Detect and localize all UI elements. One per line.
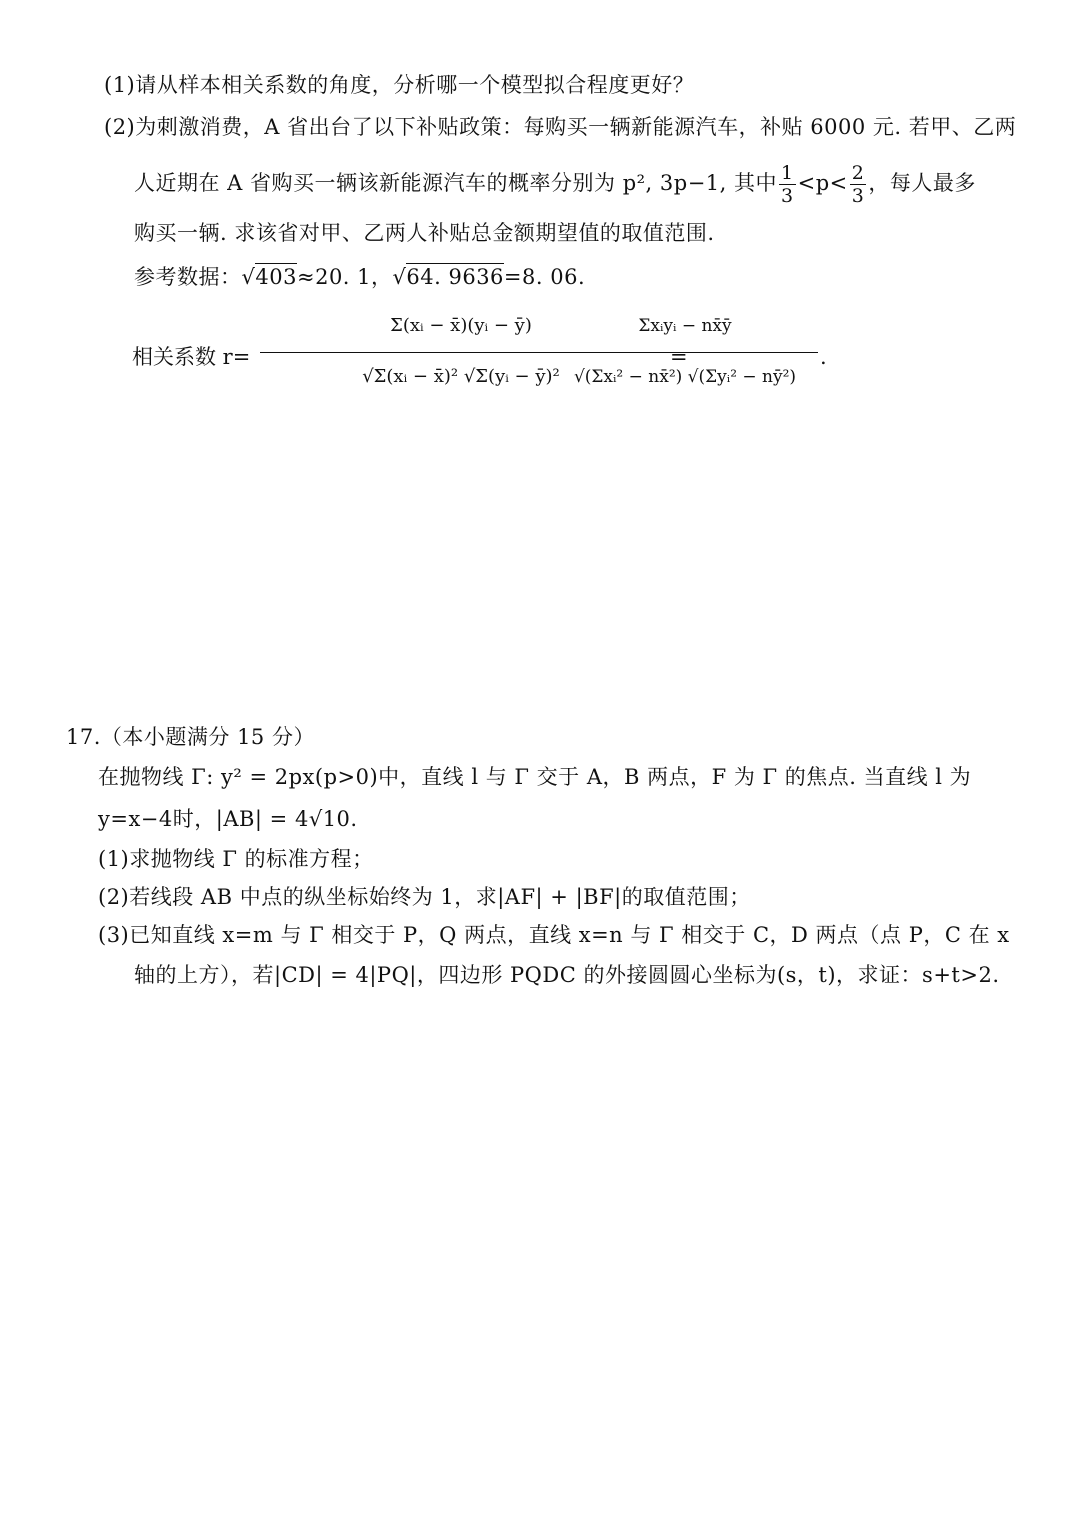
fraction-denominator: 3 xyxy=(781,185,794,207)
formula-numerator-1: Σ(xᵢ − x̄)(yᵢ − ȳ) xyxy=(390,315,532,336)
radicand: 64. 9636 xyxy=(406,265,504,289)
formula-label: 相关系数 r= xyxy=(132,345,251,369)
fraction-denominator: 3 xyxy=(851,185,865,207)
formula-numerator-2: Σxᵢyᵢ − nx̄ȳ xyxy=(638,316,732,336)
q17-stem-line1: 在抛物线 Γ: y² = 2px(p>0)中，直线 l 与 Γ 交于 A，B 两点，F 为 Γ 的焦点. 当直线 l 为 xyxy=(98,765,972,789)
fraction-numerator: 2 xyxy=(851,162,865,184)
q16-part2-line2-b: ，每人最多 xyxy=(868,171,976,195)
q16-part2-line1: (2)为刺激消费，A 省出台了以下补贴政策：每购买一辆新能源汽车，补贴 6000 元. 若甲、乙两 xyxy=(104,115,1017,139)
formula-equals: = xyxy=(670,345,688,369)
q17-part2: (2)若线段 AB 中点的纵坐标始终为 1，求|AF| + |BF|的取值范围； xyxy=(98,885,751,909)
radicand: 403 xyxy=(255,265,297,289)
sqrt-64-9636: √64. 9636 xyxy=(392,265,504,289)
fraction-one-third xyxy=(779,162,796,207)
fraction-numerator: 1 xyxy=(781,162,794,184)
q17-part3-line1: (3)已知直线 x=m 与 Γ 相交于 P，Q 两点，直线 x=n 与 Γ 相交于 C，D 两点（点 P，C 在 x xyxy=(98,923,1010,947)
q16-part2-line2 xyxy=(134,162,976,207)
formula-denominator-2: √(Σxᵢ² − nx̄²) √(Σyᵢ² − nȳ²) xyxy=(573,367,797,387)
sqrt-403: √403 xyxy=(241,265,297,289)
q17-stem-line2: y=x−4时，|AB| = 4√10. xyxy=(98,807,358,831)
q17-part1: (1)求抛物线 Γ 的标准方程； xyxy=(98,847,374,871)
q16-part1: (1)请从样本相关系数的角度，分析哪一个模型拟合程度更好？ xyxy=(104,73,695,97)
q16-reference-data xyxy=(134,262,585,292)
q17-part3-line2: 轴的上方），若|CD| = 4|PQ|，四边形 PQDC 的外接圆圆心坐标为(s，t)，求证：s+t>2. xyxy=(134,963,1000,987)
q16-inequality-mid: <p< xyxy=(797,171,848,195)
q17-header: 17.（本小题满分 15 分） xyxy=(66,725,315,749)
formula-fraction-2 xyxy=(552,306,818,416)
reference-value-1: ≈20. 1， xyxy=(296,265,393,289)
formula-denominator-1: √Σ(xᵢ − x̄)² √Σ(yᵢ − ȳ)² xyxy=(362,366,560,387)
reference-prefix: 参考数据： xyxy=(134,265,242,289)
fraction-bar xyxy=(552,352,818,353)
fraction-two-thirds xyxy=(850,162,867,207)
q16-part2-line3: 购买一辆. 求该省对甲、乙两人补贴总金额期望值的取值范围. xyxy=(134,221,715,245)
q16-part2-line2-a: 人近期在 A 省购买一辆该新能源汽车的概率分别为 p², 3p−1, 其中 xyxy=(134,171,778,195)
reference-value-2: =8. 06. xyxy=(503,265,586,289)
formula-end-period: . xyxy=(820,345,828,369)
